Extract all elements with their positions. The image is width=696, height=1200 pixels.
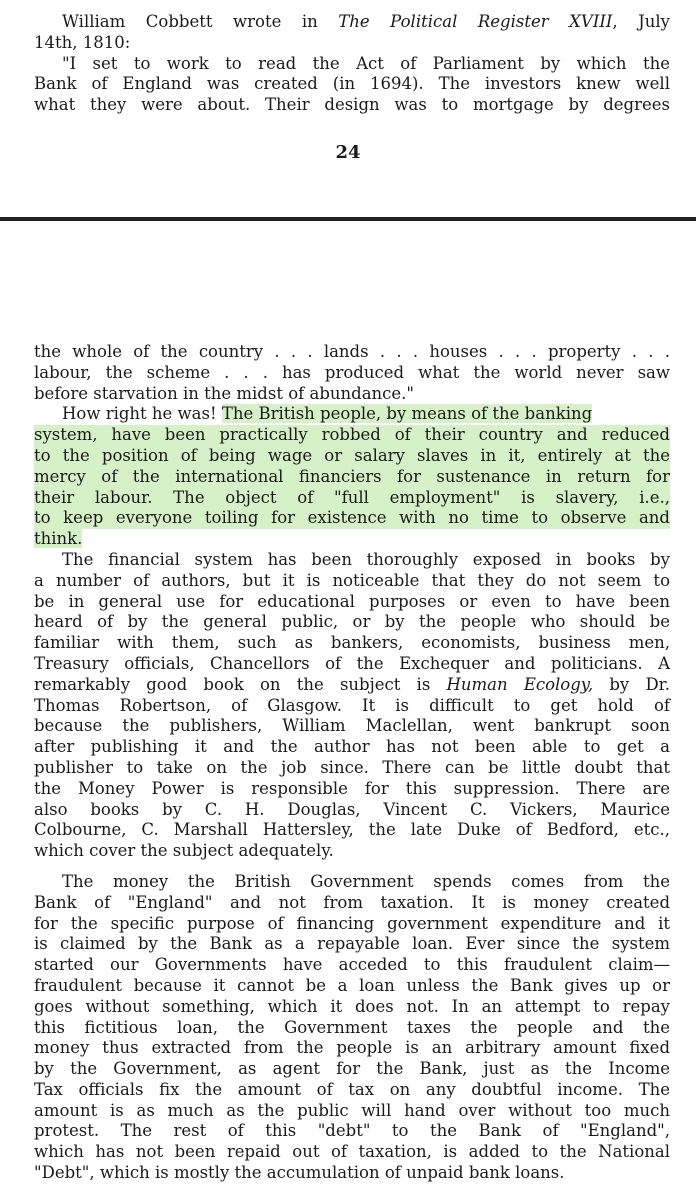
- text-line: "I set to work to read the Act of Parliament by which the: [62, 53, 670, 73]
- text-line: Colbourne, C. Marshall Hattersley, the late Duke of Bedford, etc.,: [34, 820, 670, 840]
- text-line: before starvation in the midst of abundance.": [34, 383, 415, 403]
- previous-page-text: [34, 12, 670, 116]
- text-line: labour, the scheme . . . has produced what the world never saw: [34, 362, 670, 382]
- text-line: Bank of "England" and not from taxation. It is money created: [34, 892, 670, 912]
- page-divider: [0, 217, 696, 221]
- text-line: to keep everyone toiling for existence with no time to observe and: [34, 508, 670, 528]
- text-line: this fictitious loan, the Government taxes the people and the: [34, 1017, 670, 1037]
- text-line: familiar with them, such as bankers, economists, business men,: [34, 633, 670, 653]
- text-line: started our Governments have acceded to this fraudulent claim—: [34, 955, 670, 975]
- text-line: which cover the subject adequately.: [34, 841, 334, 861]
- text-line: Bank of England was created (in 1694). The investors knew well: [34, 74, 670, 94]
- text-line: after publishing it and the author has not been able to get a: [34, 737, 670, 757]
- text-line: also books by C. H. Douglas, Vincent C. Vickers, Maurice: [34, 799, 670, 819]
- highlighted-text: The British people, by means of the banking: [221, 404, 593, 424]
- text-line: be in general use for educational purposes or even to have been: [34, 591, 670, 611]
- text-line: heard of by the general public, or by the people who should be: [34, 612, 670, 632]
- text-line: remarkably good book on the subject is Human Ecology, by Dr.: [34, 674, 670, 694]
- text-line: money thus extracted from the people is an arbitrary amount fixed: [34, 1038, 670, 1058]
- text-line: their labour. The object of "full employment" is slavery, i.e.,: [34, 487, 670, 507]
- text-line: fraudulent because it cannot be a loan unless the Bank gives up or: [34, 975, 670, 995]
- text-line: the Money Power is responsible for this suppression. There are: [34, 778, 670, 798]
- text-line: by the Government, as agent for the Bank, just as the Income: [34, 1059, 670, 1079]
- page-body: [34, 342, 670, 1184]
- text-line: what they were about. Their design was to mortgage by degrees: [34, 95, 670, 115]
- text-line: for the specific purpose of financing government expenditure and it: [34, 913, 670, 933]
- text-line: Treasury officials, Chancellors of the Exchequer and politicians. A: [34, 653, 670, 673]
- text-line: amount is as much as the public will hand over without too much: [34, 1100, 670, 1120]
- text-line: William Cobbett wrote in The Political Register XVIII, July: [62, 12, 670, 31]
- highlighted-text: think.: [34, 529, 83, 549]
- text-line: 14th, 1810:: [34, 32, 131, 52]
- text-line: a number of authors, but it is noticeable that they do not seem to: [34, 570, 670, 590]
- text-line: publisher to take on the job since. There can be little doubt that: [34, 757, 670, 777]
- highlighted-passage: [34, 425, 670, 529]
- text-line: because the publishers, William Maclellan, went bankrupt soon: [34, 716, 670, 736]
- text-line: system, have been practically robbed of their country and reduced: [34, 425, 670, 445]
- highlight-first-line: [34, 404, 670, 425]
- text-line: [34, 529, 670, 550]
- highlight-intro: How right he was!: [62, 404, 217, 424]
- text-line: Tax officials fix the amount of tax on any doubtful income. The: [34, 1079, 670, 1099]
- page-number: 24: [335, 142, 361, 163]
- text-line: The money the British Government spends comes from the: [62, 871, 670, 891]
- text-line: to the position of being wage or salary slaves in it, entirely at the: [34, 445, 670, 465]
- text-line: the whole of the country . . . lands . . . houses . . . property . . .: [34, 342, 670, 361]
- text-line: protest. The rest of this "debt" to the Bank of "England",: [34, 1121, 670, 1141]
- text-line: goes without something, which it does not. In an attempt to repay: [34, 996, 670, 1016]
- text-line: Thomas Robertson, of Glasgow. It is difficult to get hold of: [34, 695, 670, 715]
- text-line: is claimed by the Bank as a repayable loan. Ever since the system: [34, 934, 670, 954]
- text-line: which has not been repaid out of taxation, is added to the National: [34, 1142, 670, 1162]
- text-line: "Debt", which is mostly the accumulation of unpaid bank loans.: [34, 1163, 565, 1183]
- text-line: The financial system has been thoroughly exposed in books by: [62, 549, 670, 569]
- text-line: mercy of the international financiers for sustenance in return for: [34, 466, 670, 486]
